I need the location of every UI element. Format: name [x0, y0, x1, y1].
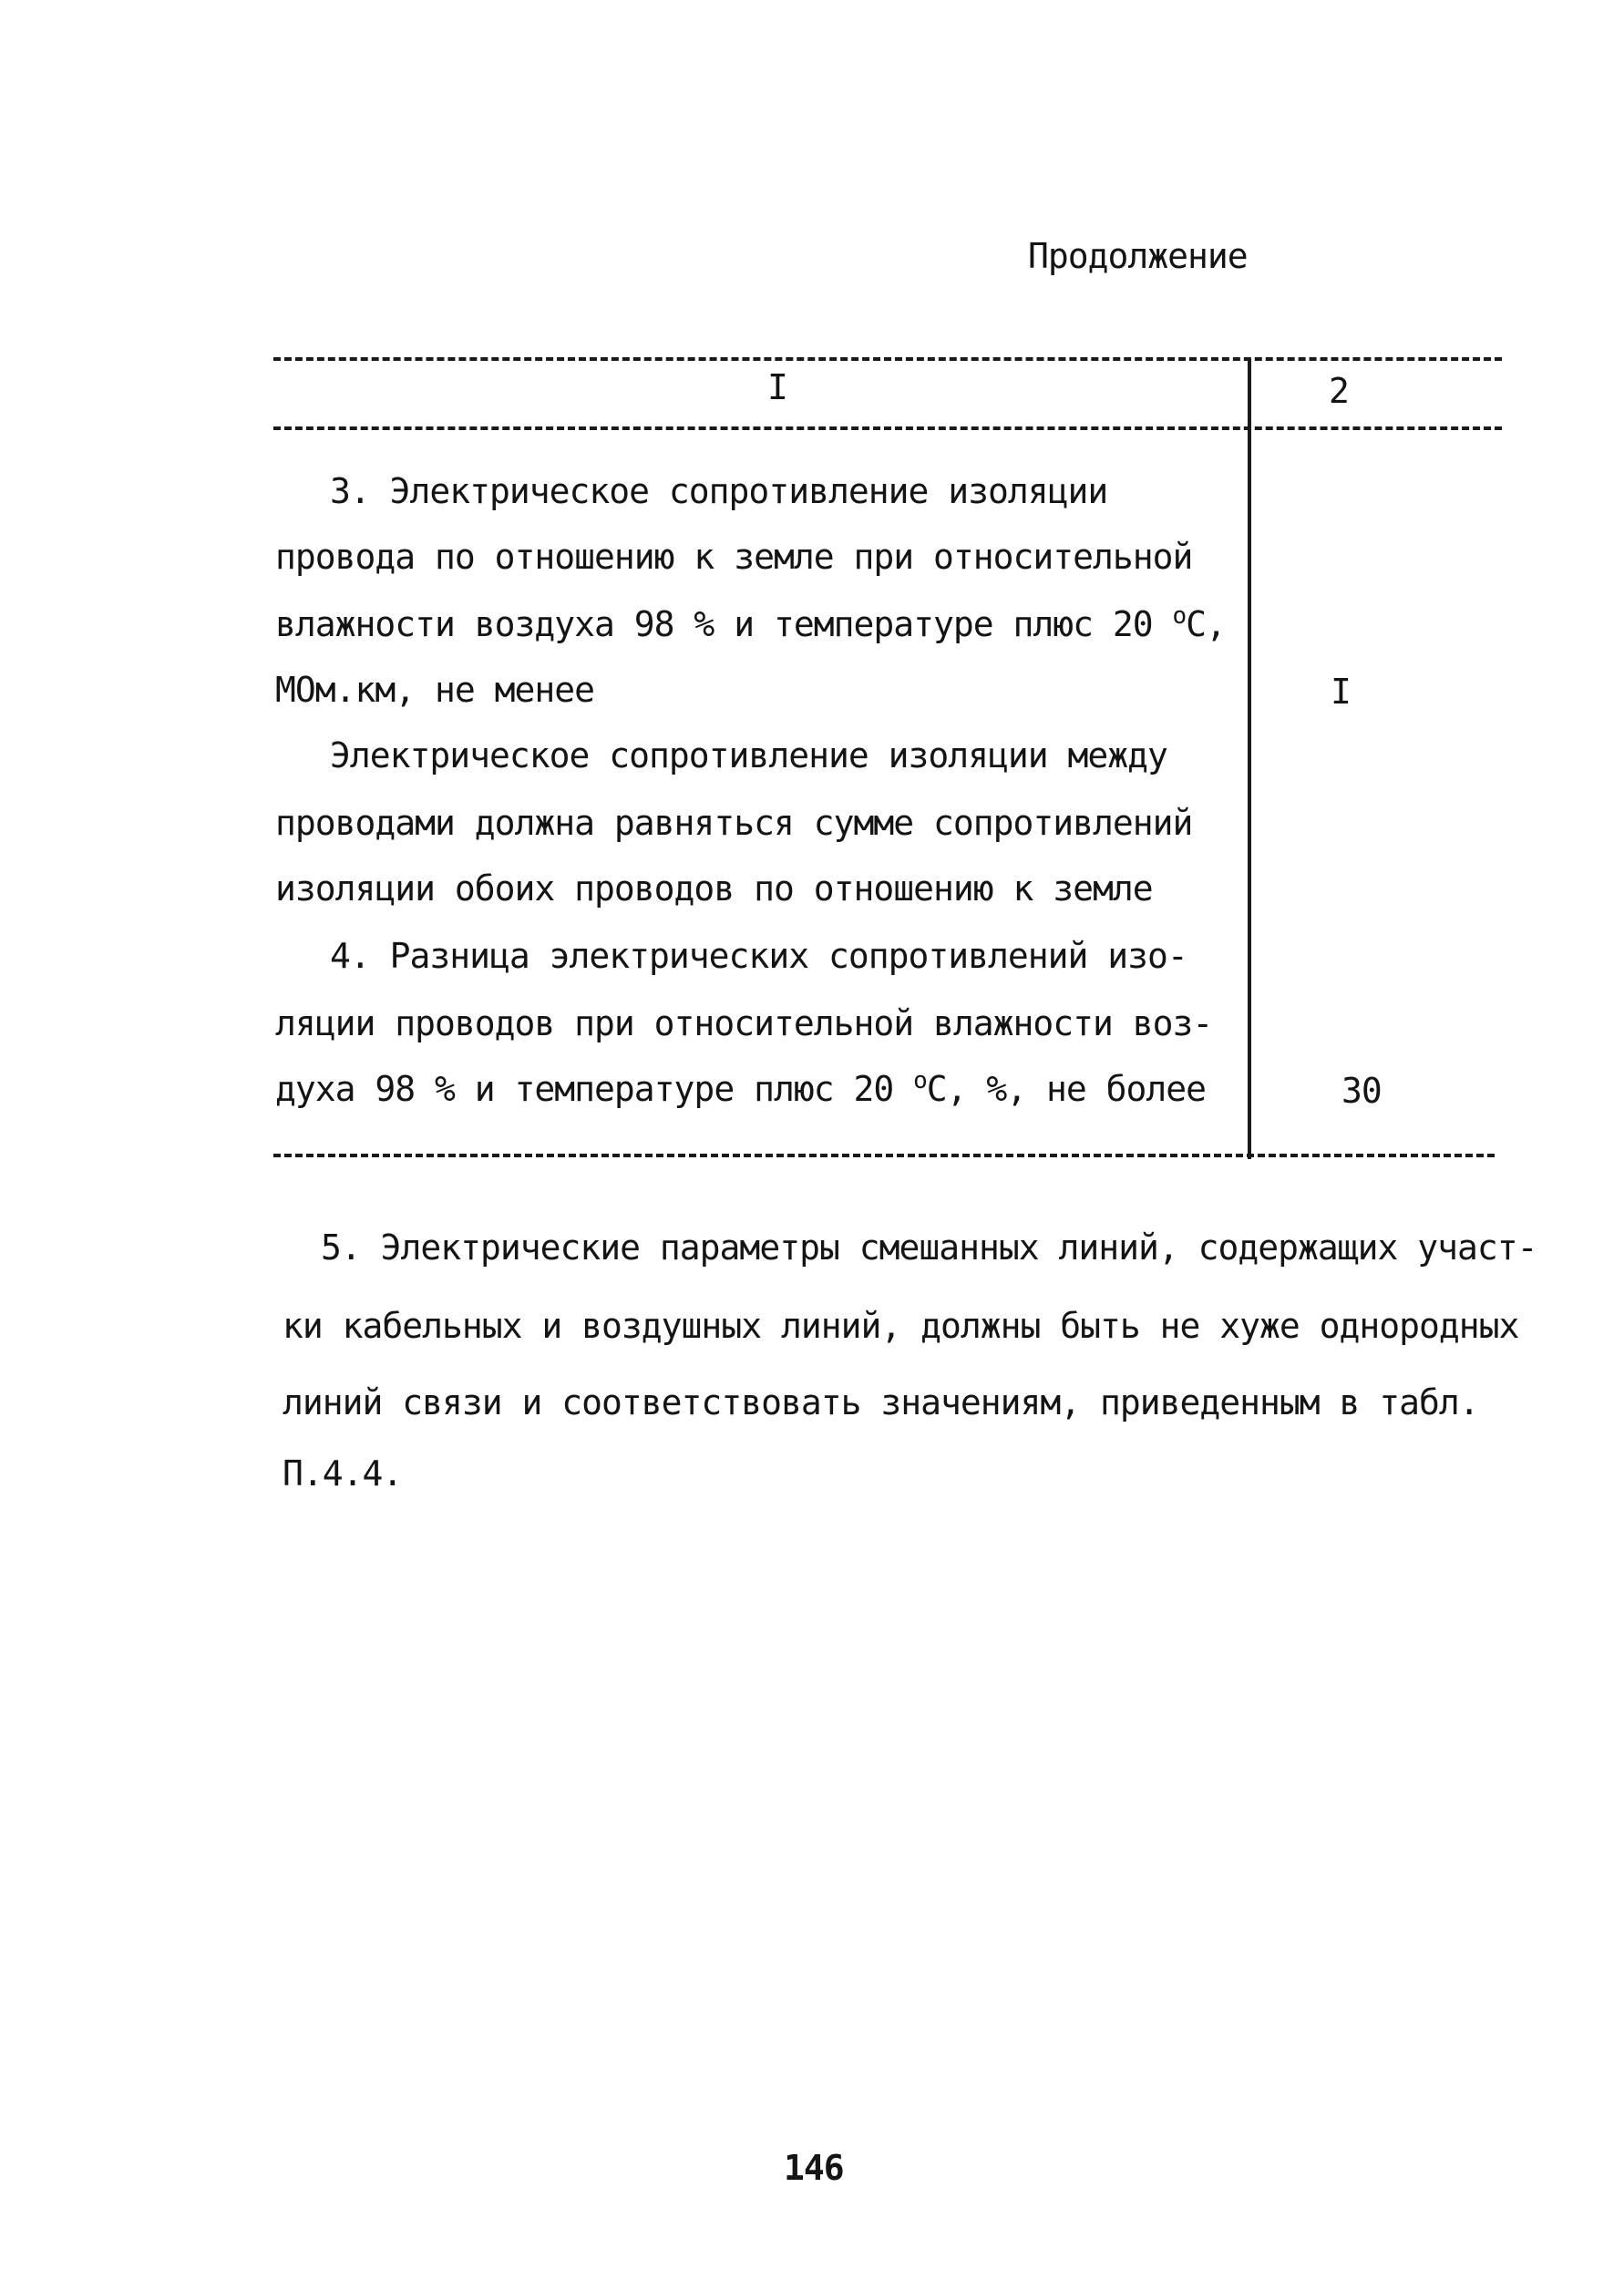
row2-line-3: духа 98 % и температуре плюс 20 $^о$С, %, не более [275, 1067, 1207, 1109]
table-bottom-rule [273, 1154, 1495, 1157]
row1-value: I [1331, 672, 1351, 712]
column-header-1: I [767, 367, 787, 407]
table-column-divider [1248, 359, 1251, 1159]
paragraph-line-3: линий связи и соответствовать значениям, приведенным в табл. [283, 1382, 1479, 1422]
row2-line-1: 4. Разница электрических сопротивлений изо- [330, 936, 1187, 976]
row1-note-line-2: проводами должна равняться сумме сопротивлений [275, 803, 1193, 843]
degree-sign: о [1172, 602, 1187, 630]
row2-value: 30 [1341, 1071, 1382, 1111]
degree-sign: о [913, 1067, 927, 1094]
row1-line-2: провода по отношению к земле при относительной [275, 537, 1193, 577]
table-top-rule [273, 357, 1502, 361]
row1-note-line-1: Электрическое сопротивление изоляции между [330, 735, 1167, 775]
column-header-2: 2 [1329, 371, 1349, 411]
continuation-label: Продолжение [1028, 236, 1248, 276]
paragraph-line-1: 5. Электрические параметры смешанных линий, содержащих участ- [321, 1227, 1537, 1268]
row1-line-3: влажности воздуха 98 % и температуре плюс 20 $^о$С, [275, 602, 1226, 644]
paragraph-line-4: П.4.4. [283, 1453, 403, 1494]
row2-line-2: ляции проводов при относительной влажности воз- [275, 1003, 1213, 1043]
paragraph-line-2: ки кабельных и воздушных линий, должны быть не хуже однородных [283, 1306, 1519, 1346]
row1-note-line-3: изоляции обоих проводов по отношению к земле [275, 868, 1153, 909]
row1-line-4: МОм.км, не менее [275, 670, 595, 710]
row1-line-1: 3. Электрическое сопротивление изоляции [330, 471, 1108, 511]
page-number: 146 [784, 2148, 844, 2188]
table-header-rule [273, 426, 1502, 430]
